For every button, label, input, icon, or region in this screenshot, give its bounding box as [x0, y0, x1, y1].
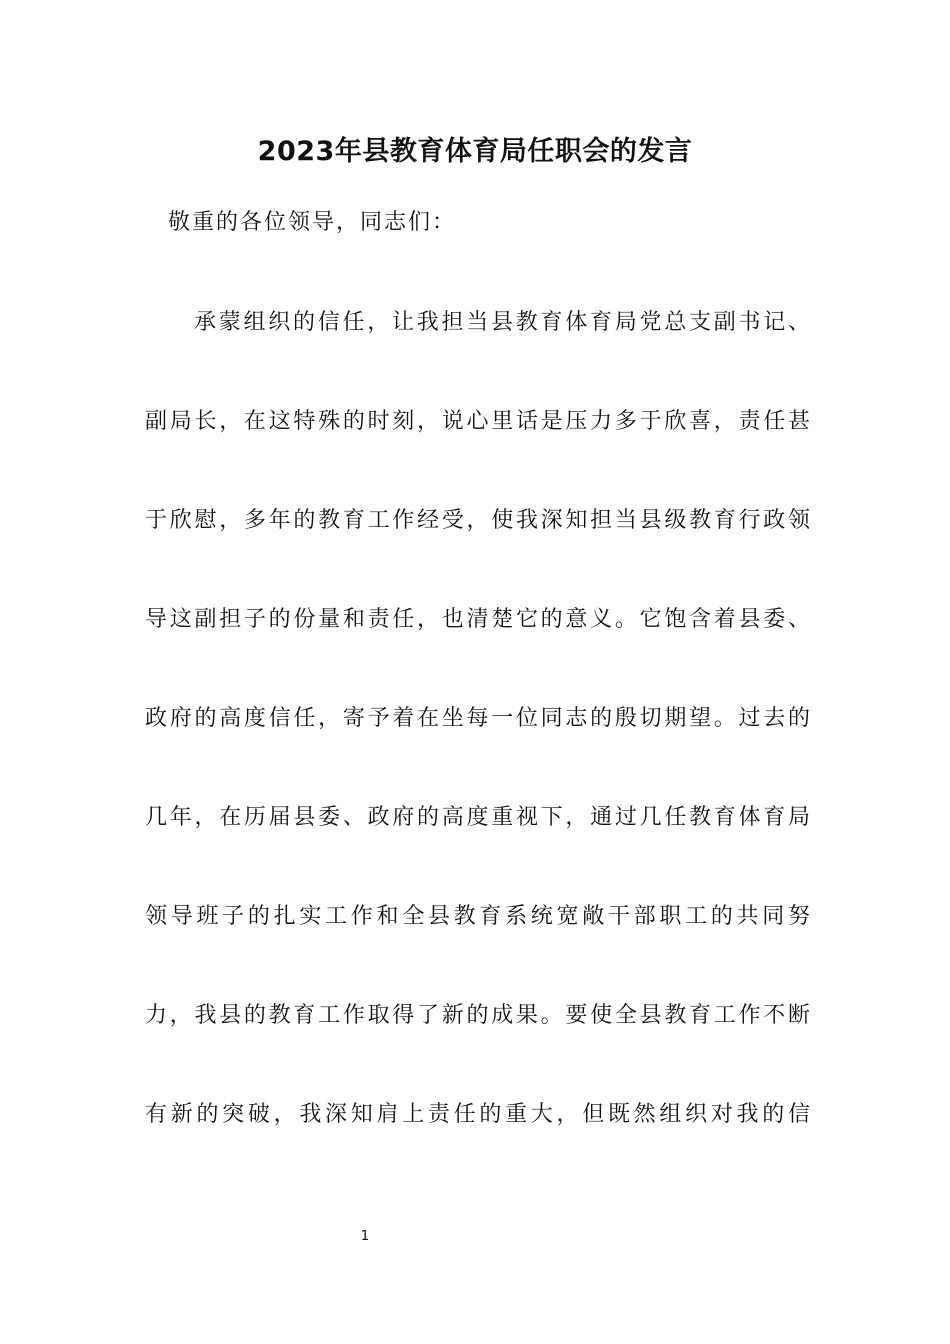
body-line: 领导班子的扎实工作和全县教育系统宽敞干部职工的共同努 — [145, 904, 810, 929]
body-line: 几年，在历届县委、政府的高度重视下，通过几任教育体育局 — [145, 805, 810, 830]
body-line: 政府的高度信任，寄予着在坐每一位同志的殷切期望。过去的 — [145, 706, 810, 731]
body-line: 副局长，在这特殊的时刻，说心里话是压力多于欣喜，责任甚 — [145, 409, 810, 434]
body-line: 于欣慰，多年的教育工作经受，使我深知担当县级教育行政领 — [145, 508, 810, 533]
page-number: 1 — [360, 1229, 370, 1244]
body-line: 导这副担子的份量和责任，也清楚它的意义。它饱含着县委、 — [145, 607, 810, 632]
body-line: 有新的突破，我深知肩上责任的重大，但既然组织对我的信 — [145, 1102, 810, 1127]
document-title: 2023年县教育体育局任职会的发言 — [257, 136, 693, 167]
body-line: 力，我县的教育工作取得了新的成果。要使全县教育工作不断 — [145, 1003, 810, 1028]
salutation: 敬重的各位领导，同志们： — [168, 210, 457, 235]
body-line: 承蒙组织的信任，让我担当县教育体育局党总支副书记、 — [194, 310, 810, 335]
